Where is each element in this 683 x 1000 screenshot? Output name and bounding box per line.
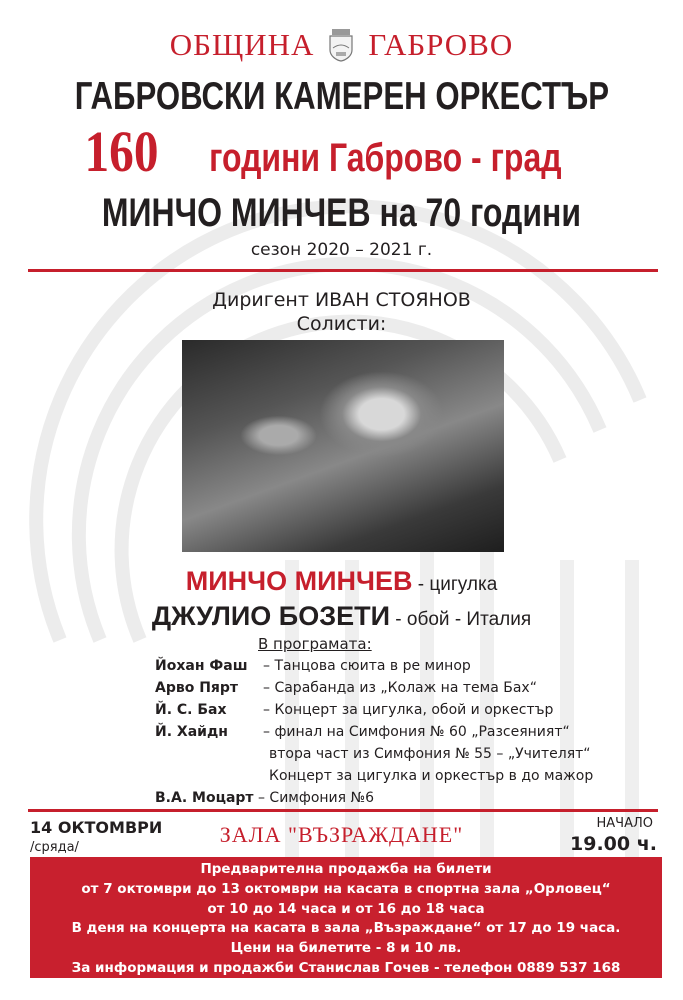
program-item: Й. Хайдн – финал на Симфония № 60 „Разсеяният“ [155, 724, 570, 740]
event-weekday: /сряда/ [30, 840, 79, 855]
orchestra-title: ГАБРОВСКИ КАМЕРЕН ОРКЕСТЪР [74, 75, 609, 118]
municipality-header [0, 24, 683, 63]
soloist-photo [182, 340, 504, 552]
soloists-label: Солисти: [296, 313, 387, 335]
ticket-line: За информация и продажби Станислав Гочев - телефон 0889 537 168 [71, 959, 621, 976]
municipality-right: ГАБРОВО [368, 26, 514, 62]
soloist-2: ДЖУЛИО БОЗЕТИ - обой - Италия [151, 601, 532, 631]
ticket-line: от 7 октомври до 13 октомври на касата в спортна зала „Орловец“ [81, 880, 611, 897]
ticket-line: от 10 до 14 часа и от 16 до 18 часа [207, 900, 485, 917]
divider-top [28, 269, 658, 272]
divider-bottom [28, 809, 658, 812]
event-venue: ЗАЛА "ВЪЗРАЖДАНЕ" [219, 822, 464, 847]
ticket-line: Предварителна продажба на билети [200, 861, 492, 877]
start-label: НАЧАЛО [596, 816, 653, 831]
event-date: 14 ОКТОМВРИ [30, 818, 163, 837]
municipality-left: ОБЩИНА [169, 26, 315, 62]
jubilee-title: МИНЧО МИНЧЕВ на 70 години [101, 191, 582, 235]
program-title: В програмата: [258, 635, 372, 653]
ticket-line: Цени на билетите - 8 и 10 лв. [230, 940, 462, 957]
anniversary-text: години Габрово - град [208, 136, 562, 180]
program-item: Йохан Фаш – Танцова сюита в ре минор [155, 658, 471, 674]
program-item: Й. С. Бах – Концерт за цигулка, обой и оркестър [155, 702, 554, 718]
ticket-info-box [30, 857, 662, 978]
anniversary-number: 160 [84, 119, 159, 184]
season: сезон 2020 – 2021 г. [250, 240, 433, 260]
program-item-continued: Концерт за цигулка и оркестър в до мажор [269, 768, 594, 784]
gabrovo-crest-icon [328, 28, 354, 62]
program-item: Арво Пярт – Сарабанда из „Колаж на тема Бах“ [155, 680, 537, 696]
conductor: Диригент ИВАН СТОЯНОВ [212, 289, 471, 311]
ticket-line: В деня на концерта на касата в зала „Възраждане“ от 17 до 19 часа. [71, 920, 621, 937]
program-item-continued: втора част из Симфония № 55 – „Учителят“ [269, 746, 591, 762]
soloist-1: МИНЧО МИНЧЕВ - цигулка [185, 566, 498, 596]
start-time: 19.00 ч. [570, 833, 657, 855]
program-item: В.А. Моцарт – Симфония №6 [155, 790, 374, 806]
anniversary-title [0, 118, 683, 185]
